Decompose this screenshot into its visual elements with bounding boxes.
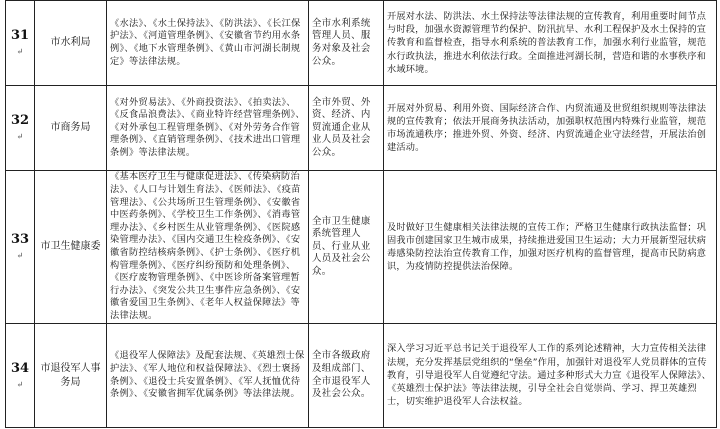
- row-number-cell: [6, 1, 35, 86]
- paragraph-mark-icon: ↵: [16, 46, 24, 56]
- row-number-cell: [6, 86, 35, 171]
- task-cell: 及时做好卫生健康相关法律法规的宣传工作；严格卫生健康行政执法监督；巩固我市创建国家卫生城市成果，持续推进爱国卫生运动；大力开展新型冠状病毒感染防控法治宣传教育工作，加强对医疗机构的监督管理，提高市民防病意识，为疫情防控提供法治保障。: [384, 171, 717, 324]
- laws-cell: 《基本医疗卫生与健康促进法》、《传染病防治法》、《人口与计划生育法》、《医师法》、《疫苗管理法》、《公共场所卫生管理条例》、《安徽省中医药条例》、《学校卫生工作条例》、《消毒管理办法》、《乡村医生从业管理条例》、《医院感染管理办法》、《国内交通卫生检疫条例》、《安徽省防控结核病条例》、《护士条例》、《医疗机构管理条例》、《医疗纠纷预防和处理条例》、《医疗废物管理条例》、《中医诊所备案管理暂行办法》、《突发公共卫生事件应急条例》、《安徽省爱国卫生条例》、《老年人权益保障法》等法律法规。: [107, 171, 309, 324]
- audience-cell: 全市外贸、外资、经济、内贸流通企业从业人员及社会公众。: [309, 86, 384, 171]
- table-row: [6, 1, 717, 86]
- audience-cell: 全市卫生健康系统管理人员、行业从业人员及社会公众。: [309, 171, 384, 324]
- row-number-cell: [6, 171, 35, 324]
- row-number: 31: [10, 28, 30, 43]
- department-cell: 市水利局: [35, 1, 107, 86]
- table-row: [6, 171, 717, 324]
- table-row: [6, 324, 717, 428]
- laws-cell: 《对外贸易法》、《外商投资法》、《拍卖法》、《反食品浪费法》、《商业特许经营管理条例》、《对外承包工程管理条例》、《对外劳务合作管理条例》、《直销管理条例》、《技术进出口管理条例》等法律法规。: [107, 86, 309, 171]
- paragraph-mark-icon: ↵: [16, 131, 24, 141]
- audience-cell: 全市各级政府及组成部门、全市退役军人及社会公众。: [309, 324, 384, 428]
- department-cell: 市卫生健康委: [35, 171, 107, 324]
- laws-cell: 《水法》、《水土保持法》、《防洪法》、《长江保护法》、《河道管理条例》、《安徽省节约用水条例》、《地下水管理条例》、《黄山市河湖长制规定》等法律法规。: [107, 1, 309, 86]
- laws-cell: 《退役军人保障法》及配套法规、《英雄烈士保护法》、《军人地位和权益保障法》、《烈士褒扬条例》、《退役士兵安置条例》、《军人抚恤优待条例》、《安徽省拥军优属条例》等法律法规。: [107, 324, 309, 428]
- department-cell: 市退役军人事务局: [35, 324, 107, 428]
- row-number-cell: [6, 324, 35, 428]
- task-cell: 深入学习习近平总书记关于退役军人工作的系列论述精神，大力宣传相关法律法规，充分发挥基层党组织的“堡垒”作用，加强针对退役军人党员群体的宣传教育，引导退役军人自觉遵纪守法。通过多种形式大力宣《退役军人保障法》、《英雄烈士保护法》等法律法规，引导全社会自觉崇尚、学习、捍卫英雄烈士，切实维护退役军人合法权益。: [384, 324, 717, 428]
- paragraph-mark-icon: ↵: [16, 378, 24, 389]
- row-number: 33: [10, 232, 30, 247]
- audience-cell: 全市水利系统管理人员、服务对象及社会公众。: [309, 1, 384, 86]
- table-row: [6, 86, 717, 171]
- row-number: 34: [10, 360, 30, 376]
- task-cell: 开展对外贸易、利用外资、国际经济合作、内贸流通及世贸组织规则等法律法规的宣传教育；依法开展商务执法活动，加强职权范围内特殊行业监管，规范市场流通秩序；推进外贸、外资、经济、内贸流通企业守法经营，开展法治创建活动。: [384, 86, 717, 171]
- task-cell: 开展对水法、防洪法、水土保持法等法律法规的宣传教育，利用重要时间节点与时段，加强水资源管理节约保护、防汛抗旱、水利工程保护及水土保持的宣传教育和监督检查，指导水利系统的普法教育工作，加强水利行业监管，规范水行政执法，推进水利依法行政。全面推进河湖长制，营造和谐的水事秩序和水域环境。: [384, 1, 717, 86]
- law-publicity-table: [5, 0, 717, 428]
- paragraph-mark-icon: ↵: [16, 250, 24, 260]
- department-cell: 市商务局: [35, 86, 107, 171]
- row-number: 32: [10, 113, 30, 128]
